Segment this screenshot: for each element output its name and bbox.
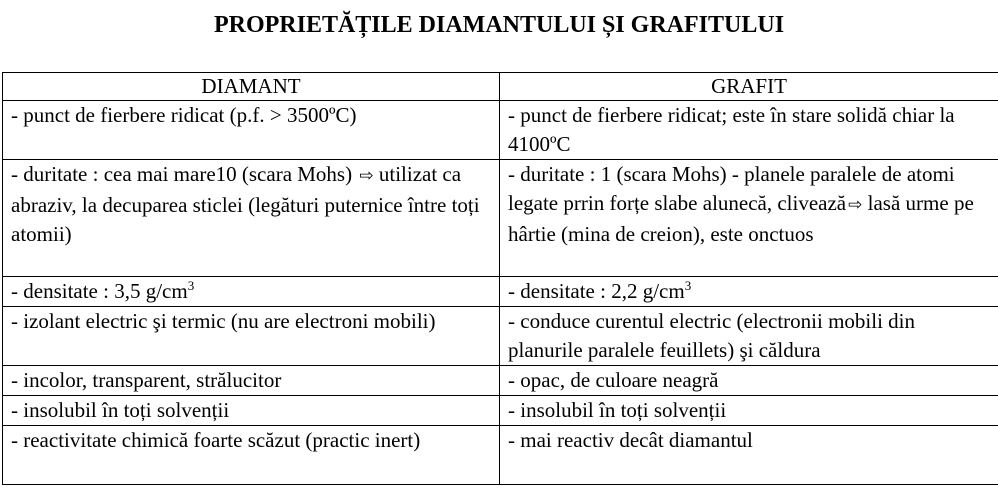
cell-text: - conduce curentul electric (electronii mobili din planurile paralele feuillets) şi căldura (508, 309, 915, 362)
table-row (3, 101, 998, 160)
table-row (3, 277, 998, 307)
page-title: PROPRIETĂȚILE DIAMANTULUI ȘI GRAFITULUI (213, 12, 785, 38)
cell-text: - insolubil în toți solvenții (508, 398, 727, 422)
cell-diamant (3, 307, 500, 366)
cell-text: - mai reactiv decât diamantul (508, 428, 753, 452)
cell-grafit (500, 396, 998, 426)
properties-table (2, 72, 998, 485)
cell-grafit (500, 307, 998, 366)
cell-text: - reactivitate chimică foarte scăzut (practic inert) (11, 428, 421, 452)
cell-text-continued: utilizat ca abraziv, la decuparea sticlei (legături puternice între toți atomii) (11, 162, 480, 246)
cell-grafit (500, 101, 998, 160)
cell-diamant (3, 160, 500, 277)
cell-text: - opac, de culoare neagră (508, 368, 719, 392)
cell-diamant (3, 277, 500, 307)
cell-diamant (3, 396, 500, 426)
cell-text: - duritate : cea mai mare10 (scara Mohs) (11, 162, 353, 186)
right-arrow-icon: ⇨ (848, 195, 863, 215)
table-header-row (3, 73, 998, 101)
cell-grafit (500, 426, 998, 485)
cell-grafit (500, 160, 998, 277)
cell-text: - densitate : 2,2 g/cm (508, 279, 685, 303)
cell-text-continued: lasă urme pe hârtie (mina de creion), este onctuos (508, 191, 974, 246)
superscript: 3 (187, 278, 195, 293)
table-row (3, 426, 998, 485)
cell-text: - densitate : 3,5 g/cm (11, 279, 188, 303)
right-arrow-icon: ⇨ (359, 166, 374, 186)
cell-diamant (3, 366, 500, 396)
cell-text: - punct de fierbere ridicat (p.f. > 3500ºC) (11, 103, 357, 127)
cell-text: - punct de fierbere ridicat; este în stare solidă chiar la 4100ºC (508, 103, 955, 156)
table-row (3, 307, 998, 366)
table-row (3, 366, 998, 396)
cell-grafit (500, 366, 998, 396)
superscript: 3 (684, 278, 692, 293)
header-diamant: DIAMANT (3, 73, 500, 101)
cell-text: - incolor, transparent, strălucitor (11, 368, 282, 392)
cell-text: - insolubil în toți solvenții (11, 398, 230, 422)
cell-diamant (3, 426, 500, 485)
cell-grafit (500, 277, 998, 307)
table-row (3, 396, 998, 426)
table-row (3, 160, 998, 277)
cell-diamant (3, 101, 500, 160)
header-grafit: GRAFIT (500, 73, 998, 101)
cell-text: - izolant electric şi termic (nu are electroni mobili) (11, 309, 436, 333)
cell-text: - duritate : 1 (scara Mohs) - planele paralele de atomi legate prrin forțe slabe alunecă, clivează (508, 162, 955, 215)
